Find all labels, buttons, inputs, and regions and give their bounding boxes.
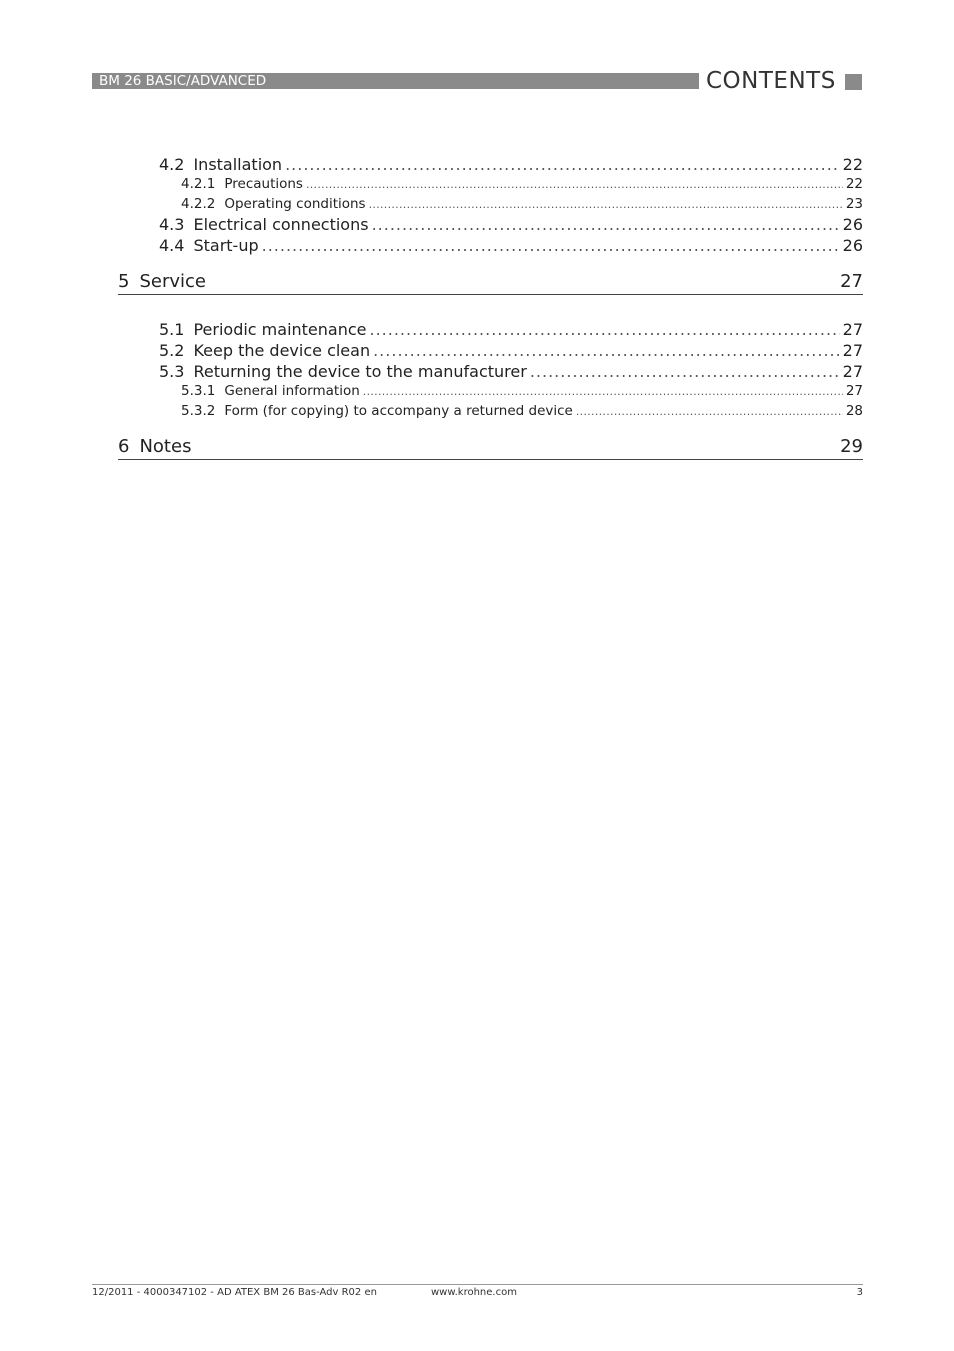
footer-website-link[interactable]: www.krohne.com bbox=[431, 1287, 517, 1298]
footer-page-number: 3 bbox=[856, 1287, 863, 1298]
toc-entry-page: 26 bbox=[842, 236, 863, 255]
toc-entry-page: 27 bbox=[842, 362, 863, 381]
toc-entry-5-2[interactable] bbox=[159, 340, 863, 361]
toc-chapter-title: Service bbox=[139, 271, 206, 292]
toc-chapter-title: Notes bbox=[139, 436, 192, 457]
header-square-marker bbox=[845, 74, 862, 90]
toc-entry-title: Form (for copying) to accompany a returned device bbox=[224, 402, 573, 419]
toc-entry-page: 26 bbox=[842, 215, 863, 234]
toc-leader-dots bbox=[370, 319, 840, 340]
toc-entry-5-1[interactable] bbox=[159, 319, 863, 340]
toc-chapter-5[interactable] bbox=[118, 270, 863, 295]
toc-entry-4-2-2[interactable] bbox=[181, 195, 863, 215]
header-section-title: CONTENTS bbox=[706, 68, 836, 94]
toc-chapter-number: 6 bbox=[118, 436, 130, 457]
toc-entry-page: 28 bbox=[845, 402, 863, 419]
toc-entry-number: 5.3 bbox=[159, 362, 185, 381]
toc-entry-4-4[interactable] bbox=[159, 235, 863, 256]
toc-chapter-page: 27 bbox=[840, 271, 863, 292]
toc-entry-title: General information bbox=[224, 383, 360, 399]
toc-entry-number: 4.2 bbox=[159, 155, 185, 174]
toc-leader-dots bbox=[262, 235, 840, 256]
footer-divider bbox=[92, 1284, 863, 1285]
footer-doc-ref: 12/2011 - 4000347102 - AD ATEX BM 26 Bas-Adv R02 en bbox=[92, 1287, 377, 1298]
page-header bbox=[92, 68, 863, 94]
table-of-contents bbox=[118, 154, 863, 484]
toc-entry-4-3[interactable] bbox=[159, 214, 863, 235]
toc-entry-number: 5.3.1 bbox=[181, 383, 216, 399]
toc-chapter-6[interactable] bbox=[118, 435, 863, 460]
toc-leader-dots bbox=[373, 340, 840, 361]
toc-leader-dots bbox=[372, 214, 840, 235]
toc-entry-number: 5.1 bbox=[159, 320, 185, 339]
header-doc-title: BM 26 BASIC/ADVANCED bbox=[92, 73, 699, 89]
toc-leader-dots bbox=[306, 175, 843, 195]
toc-chapter-page: 29 bbox=[840, 436, 863, 457]
toc-entry-page: 27 bbox=[842, 320, 863, 339]
toc-leader-dots bbox=[285, 154, 840, 175]
toc-entry-5-3-2[interactable] bbox=[181, 402, 863, 422]
toc-entry-title: Operating conditions bbox=[224, 195, 366, 212]
toc-entry-page: 22 bbox=[845, 176, 863, 192]
toc-chapter-number: 5 bbox=[118, 271, 130, 292]
toc-entry-number: 4.3 bbox=[159, 215, 185, 234]
toc-entry-title: Returning the device to the manufacturer bbox=[193, 362, 527, 381]
toc-entry-page: 27 bbox=[845, 383, 863, 399]
toc-entry-title: Start-up bbox=[193, 236, 259, 255]
toc-entry-title: Installation bbox=[193, 155, 283, 174]
toc-entry-page: 23 bbox=[845, 195, 863, 212]
toc-entry-4-2-1[interactable] bbox=[181, 175, 863, 195]
toc-entry-title: Precautions bbox=[224, 176, 303, 192]
toc-entry-title: Electrical connections bbox=[193, 215, 369, 234]
toc-leader-dots bbox=[369, 195, 843, 215]
toc-leader-dots bbox=[363, 382, 843, 402]
toc-entry-title: Periodic maintenance bbox=[193, 320, 367, 339]
toc-leader-dots bbox=[530, 361, 840, 382]
toc-entry-number: 4.4 bbox=[159, 236, 185, 255]
toc-entry-number: 4.2.1 bbox=[181, 176, 216, 192]
toc-entry-page: 22 bbox=[842, 155, 863, 174]
toc-entry-title: Keep the device clean bbox=[193, 341, 371, 360]
toc-leader-dots bbox=[576, 402, 843, 422]
toc-entry-5-3[interactable] bbox=[159, 361, 863, 382]
toc-entry-number: 5.2 bbox=[159, 341, 185, 360]
toc-entry-5-3-1[interactable] bbox=[181, 382, 863, 402]
toc-entry-4-2[interactable] bbox=[159, 154, 863, 175]
toc-entry-page: 27 bbox=[842, 341, 863, 360]
toc-entry-number: 4.2.2 bbox=[181, 195, 216, 212]
toc-entry-number: 5.3.2 bbox=[181, 402, 216, 419]
